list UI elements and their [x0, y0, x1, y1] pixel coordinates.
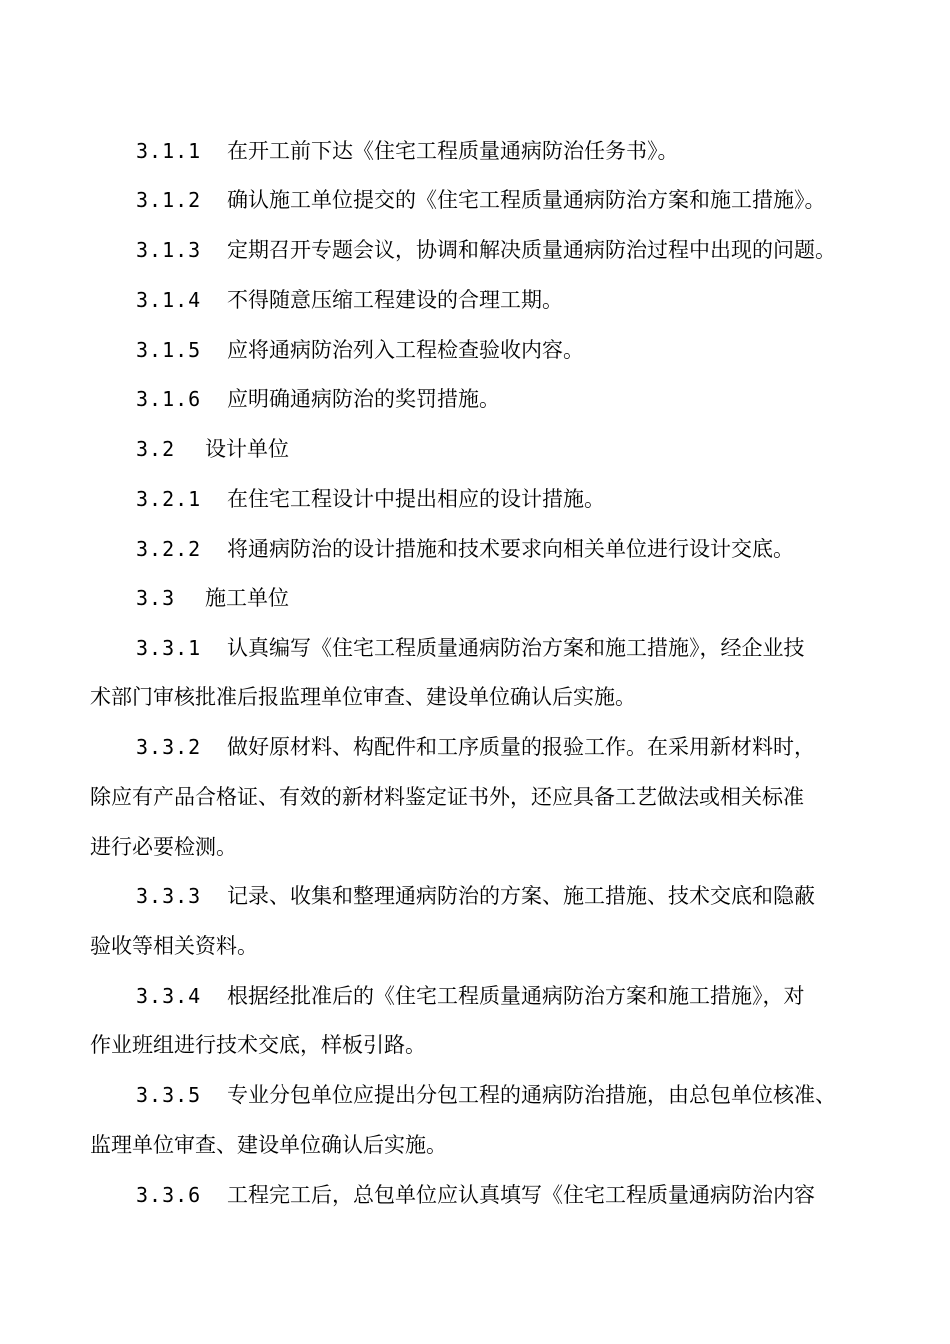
clause-3-3-2-continued — [90, 832, 880, 862]
clause-text: 在住宅工程设计中提出相应的设计措施。 — [227, 487, 605, 511]
clause-text-continued: 监理单位审查、建设单位确认后实施。 — [90, 1133, 447, 1157]
clause-text: 在开工前下达《住宅工程质量通病防治任务书》。 — [227, 139, 679, 163]
clause-3-3-3 — [90, 881, 880, 911]
section-number: 3.3 — [136, 586, 176, 610]
clause-text: 应将通病防治列入工程检查验收内容。 — [227, 338, 584, 362]
clause-text-continued: 作业班组进行技术交底，样板引路。 — [90, 1033, 426, 1057]
clause-text-continued: 验收等相关资料。 — [90, 934, 258, 958]
clause-3-1-4 — [90, 285, 880, 315]
section-3-2-heading — [90, 434, 880, 464]
clause-number: 3.3.1 — [136, 636, 202, 660]
clause-text: 根据经批准后的《住宅工程质量通病防治方案和施工措施》，对 — [227, 984, 805, 1008]
clause-3-2-2 — [90, 534, 880, 564]
clause-text-continued: 除应有产品合格证、有效的新材料鉴定证书外，还应具备工艺做法或相关标准 — [90, 785, 804, 809]
clause-number: 3.1.2 — [136, 188, 202, 212]
clause-3-1-6 — [90, 384, 880, 414]
clause-3-1-2 — [90, 185, 880, 215]
clause-number: 3.2.2 — [136, 537, 202, 561]
clause-3-3-6 — [90, 1180, 880, 1210]
clause-text: 不得随意压缩工程建设的合理工期。 — [227, 288, 563, 312]
clause-3-1-5 — [90, 335, 880, 365]
clause-3-3-3-continued — [90, 931, 880, 961]
clause-number: 3.3.3 — [136, 884, 202, 908]
clause-number: 3.2.1 — [136, 487, 202, 511]
clause-number: 3.1.1 — [136, 139, 202, 163]
clause-3-3-5 — [90, 1080, 880, 1110]
clause-number: 3.3.5 — [136, 1083, 202, 1107]
clause-text: 认真编写《住宅工程质量通病防治方案和施工措施》，经企业技 — [227, 636, 805, 660]
clause-3-3-4-continued — [90, 1030, 880, 1060]
clause-3-3-2-continued — [90, 782, 880, 812]
section-number: 3.2 — [136, 437, 176, 461]
clause-text: 记录、收集和整理通病防治的方案、施工措施、技术交底和隐蔽 — [227, 884, 815, 908]
section-3-3-heading — [90, 583, 880, 613]
clause-number: 3.1.5 — [136, 338, 202, 362]
clause-3-1-3 — [90, 235, 880, 265]
clause-3-3-2 — [90, 732, 880, 762]
clause-number: 3.3.2 — [136, 735, 202, 759]
clause-text: 定期召开专题会议，协调和解决质量通病防治过程中出现的问题。 — [227, 238, 836, 262]
clause-text-continued: 进行必要检测。 — [90, 835, 237, 859]
clause-text: 工程完工后，总包单位应认真填写《住宅工程质量通病防治内容 — [227, 1183, 815, 1207]
section-title: 施工单位 — [205, 586, 289, 610]
clause-number: 3.3.4 — [136, 984, 202, 1008]
clause-3-1-1 — [90, 136, 880, 166]
clause-text: 应明确通病防治的奖罚措施。 — [227, 387, 500, 411]
clause-3-3-5-continued — [90, 1130, 880, 1160]
clause-text-continued: 术部门审核批准后报监理单位审查、建设单位确认后实施。 — [90, 685, 636, 709]
clause-3-3-1-continued — [90, 682, 880, 712]
clause-3-2-1 — [90, 484, 880, 514]
section-title: 设计单位 — [205, 437, 289, 461]
clause-number: 3.1.3 — [136, 238, 202, 262]
clause-3-3-4 — [90, 981, 880, 1011]
clause-text: 专业分包单位应提出分包工程的通病防治措施，由总包单位核准、 — [227, 1083, 836, 1107]
clause-text: 将通病防治的设计措施和技术要求向相关单位进行设计交底。 — [227, 537, 794, 561]
clause-number: 3.1.6 — [136, 387, 202, 411]
clause-text: 确认施工单位提交的《住宅工程质量通病防治方案和施工措施》。 — [227, 188, 826, 212]
clause-number: 3.3.6 — [136, 1183, 202, 1207]
clause-3-3-1 — [90, 633, 880, 663]
clause-number: 3.1.4 — [136, 288, 202, 312]
clause-text: 做好原材料、构配件和工序质量的报验工作。在采用新材料时， — [227, 735, 815, 759]
